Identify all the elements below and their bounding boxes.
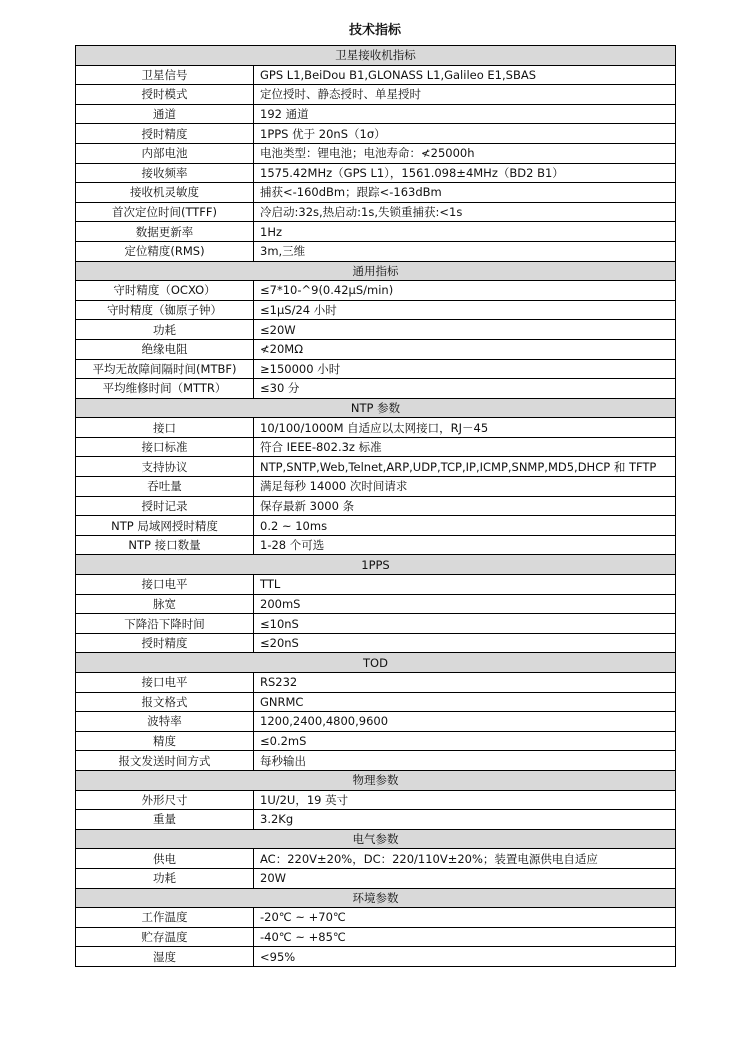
- row-value: ≮20MΩ: [254, 339, 676, 359]
- row-value: -20℃ ~ +70℃: [254, 908, 676, 928]
- table-row: [76, 183, 676, 203]
- row-label: 供电: [76, 849, 254, 869]
- table-row: [76, 516, 676, 536]
- section-header-row: [76, 398, 676, 418]
- table-row: [76, 594, 676, 614]
- row-value: 保存最新 3000 条: [254, 496, 676, 516]
- row-label: 贮存温度: [76, 927, 254, 947]
- table-row: [76, 673, 676, 693]
- row-label: 报文格式: [76, 692, 254, 712]
- row-label: 卫星信号: [76, 65, 254, 85]
- table-row: [76, 104, 676, 124]
- row-label: 通道: [76, 104, 254, 124]
- section-title: 通用指标: [76, 261, 676, 281]
- table-row: [76, 281, 676, 301]
- table-row: [76, 947, 676, 967]
- row-label: 支持协议: [76, 457, 254, 477]
- row-value: 电池类型：锂电池；电池寿命：≮25000h: [254, 143, 676, 163]
- table-row: [76, 790, 676, 810]
- section-title: NTP 参数: [76, 398, 676, 418]
- row-value: GPS L1,BeiDou B1,GLONASS L1,Galileo E1,SBAS: [254, 65, 676, 85]
- table-row: [76, 927, 676, 947]
- row-label: NTP 局域网授时精度: [76, 516, 254, 536]
- row-value: 冷启动:32s,热启动:1s,失锁重捕获:<1s: [254, 202, 676, 222]
- row-label: 接口电平: [76, 673, 254, 693]
- table-row: [76, 222, 676, 242]
- row-label: 数据更新率: [76, 222, 254, 242]
- table-row: [76, 751, 676, 771]
- table-row: [76, 614, 676, 634]
- table-row: [76, 418, 676, 438]
- section-title: 1PPS: [76, 555, 676, 575]
- row-label: 守时精度（OCXO）: [76, 281, 254, 301]
- table-row: [76, 163, 676, 183]
- row-value: 符合 IEEE-802.3z 标准: [254, 437, 676, 457]
- row-value: 10/100/1000M 自适应以太网接口，RJ－45: [254, 418, 676, 438]
- row-label: 功耗: [76, 320, 254, 340]
- row-value: 1Hz: [254, 222, 676, 242]
- row-value: 1PPS 优于 20nS（1σ）: [254, 124, 676, 144]
- spec-table-body: [76, 46, 676, 967]
- table-row: [76, 810, 676, 830]
- table-row: [76, 359, 676, 379]
- row-value: RS232: [254, 673, 676, 693]
- table-row: [76, 849, 676, 869]
- row-label: 内部电池: [76, 143, 254, 163]
- table-row: [76, 731, 676, 751]
- section-title: 物理参数: [76, 770, 676, 790]
- section-title: TOD: [76, 653, 676, 673]
- row-value: 0.2 ~ 10ms: [254, 516, 676, 536]
- row-label: 授时精度: [76, 633, 254, 653]
- table-row: [76, 908, 676, 928]
- table-row: [76, 379, 676, 399]
- table-row: [76, 477, 676, 497]
- row-value: AC：220V±20%，DC：220/110V±20%；装置电源供电自适应: [254, 849, 676, 869]
- table-row: [76, 339, 676, 359]
- spec-table: [75, 45, 676, 967]
- section-title: 环境参数: [76, 888, 676, 908]
- row-label: 波特率: [76, 712, 254, 732]
- section-title: 卫星接收机指标: [76, 46, 676, 66]
- row-label: 绝缘电阻: [76, 339, 254, 359]
- page-title: 技术指标: [348, 23, 401, 38]
- row-label: 守时精度（铷原子钟）: [76, 300, 254, 320]
- section-header-row: [76, 770, 676, 790]
- table-row: [76, 65, 676, 85]
- table-row: [76, 202, 676, 222]
- row-label: 脉宽: [76, 594, 254, 614]
- section-title: 电气参数: [76, 829, 676, 849]
- table-row: [76, 868, 676, 888]
- row-value: ≤10nS: [254, 614, 676, 634]
- row-label: 工作温度: [76, 908, 254, 928]
- row-label: 功耗: [76, 868, 254, 888]
- row-label: 湿度: [76, 947, 254, 967]
- row-value: 1200,2400,4800,9600: [254, 712, 676, 732]
- row-label: 下降沿下降时间: [76, 614, 254, 634]
- row-value: ≤30 分: [254, 379, 676, 399]
- table-row: [76, 143, 676, 163]
- row-label: 报文发送时间方式: [76, 751, 254, 771]
- section-header-row: [76, 46, 676, 66]
- row-value: ≤7*10-^9(0.42μS/min): [254, 281, 676, 301]
- row-value: 每秒输出: [254, 751, 676, 771]
- row-value: 20W: [254, 868, 676, 888]
- row-label: 吞吐量: [76, 477, 254, 497]
- row-value: 3m,三维: [254, 241, 676, 261]
- section-header-row: [76, 653, 676, 673]
- row-label: 接口电平: [76, 575, 254, 595]
- row-label: 授时记录: [76, 496, 254, 516]
- table-row: [76, 457, 676, 477]
- section-header-row: [76, 829, 676, 849]
- row-label: 平均无故障间隔时间(MTBF): [76, 359, 254, 379]
- section-header-row: [76, 555, 676, 575]
- table-row: [76, 712, 676, 732]
- row-value: 192 通道: [254, 104, 676, 124]
- row-label: 接收机灵敏度: [76, 183, 254, 203]
- row-label: 授时精度: [76, 124, 254, 144]
- table-row: [76, 633, 676, 653]
- row-value: ≥150000 小时: [254, 359, 676, 379]
- table-row: [76, 535, 676, 555]
- row-label: 精度: [76, 731, 254, 751]
- row-value: -40℃ ~ +85℃: [254, 927, 676, 947]
- section-header-row: [76, 888, 676, 908]
- table-row: [76, 575, 676, 595]
- row-label: 重量: [76, 810, 254, 830]
- table-row: [76, 437, 676, 457]
- row-label: 首次定位时间(TTFF): [76, 202, 254, 222]
- row-value: 1575.42MHz（GPS L1），1561.098±4MHz（BD2 B1）: [254, 163, 676, 183]
- row-value: TTL: [254, 575, 676, 595]
- row-label: 接收频率: [76, 163, 254, 183]
- row-label: NTP 接口数量: [76, 535, 254, 555]
- row-label: 定位精度(RMS): [76, 241, 254, 261]
- table-row: [76, 85, 676, 105]
- row-value: ≤0.2mS: [254, 731, 676, 751]
- table-row: [76, 692, 676, 712]
- table-row: [76, 300, 676, 320]
- row-value: 3.2Kg: [254, 810, 676, 830]
- table-row: [76, 320, 676, 340]
- row-label: 接口: [76, 418, 254, 438]
- row-value: NTP,SNTP,Web,Telnet,ARP,UDP,TCP,IP,ICMP,SNMP,MD5,DHCP 和 TFTP: [254, 457, 676, 477]
- row-value: ≤1μS/24 小时: [254, 300, 676, 320]
- row-label: 授时模式: [76, 85, 254, 105]
- row-label: 平均维修时间（MTTR）: [76, 379, 254, 399]
- row-value: 1-28 个可选: [254, 535, 676, 555]
- row-value: ≤20W: [254, 320, 676, 340]
- table-row: [76, 124, 676, 144]
- row-value: <95%: [254, 947, 676, 967]
- row-value: 定位授时、静态授时、单星授时: [254, 85, 676, 105]
- row-value: 1U/2U，19 英寸: [254, 790, 676, 810]
- section-header-row: [76, 261, 676, 281]
- row-value: ≤20nS: [254, 633, 676, 653]
- table-row: [76, 241, 676, 261]
- row-value: 满足每秒 14000 次时间请求: [254, 477, 676, 497]
- row-value: GNRMC: [254, 692, 676, 712]
- row-label: 外形尺寸: [76, 790, 254, 810]
- row-value: 捕获<-160dBm；跟踪<-163dBm: [254, 183, 676, 203]
- row-value: 200mS: [254, 594, 676, 614]
- row-label: 接口标准: [76, 437, 254, 457]
- table-row: [76, 496, 676, 516]
